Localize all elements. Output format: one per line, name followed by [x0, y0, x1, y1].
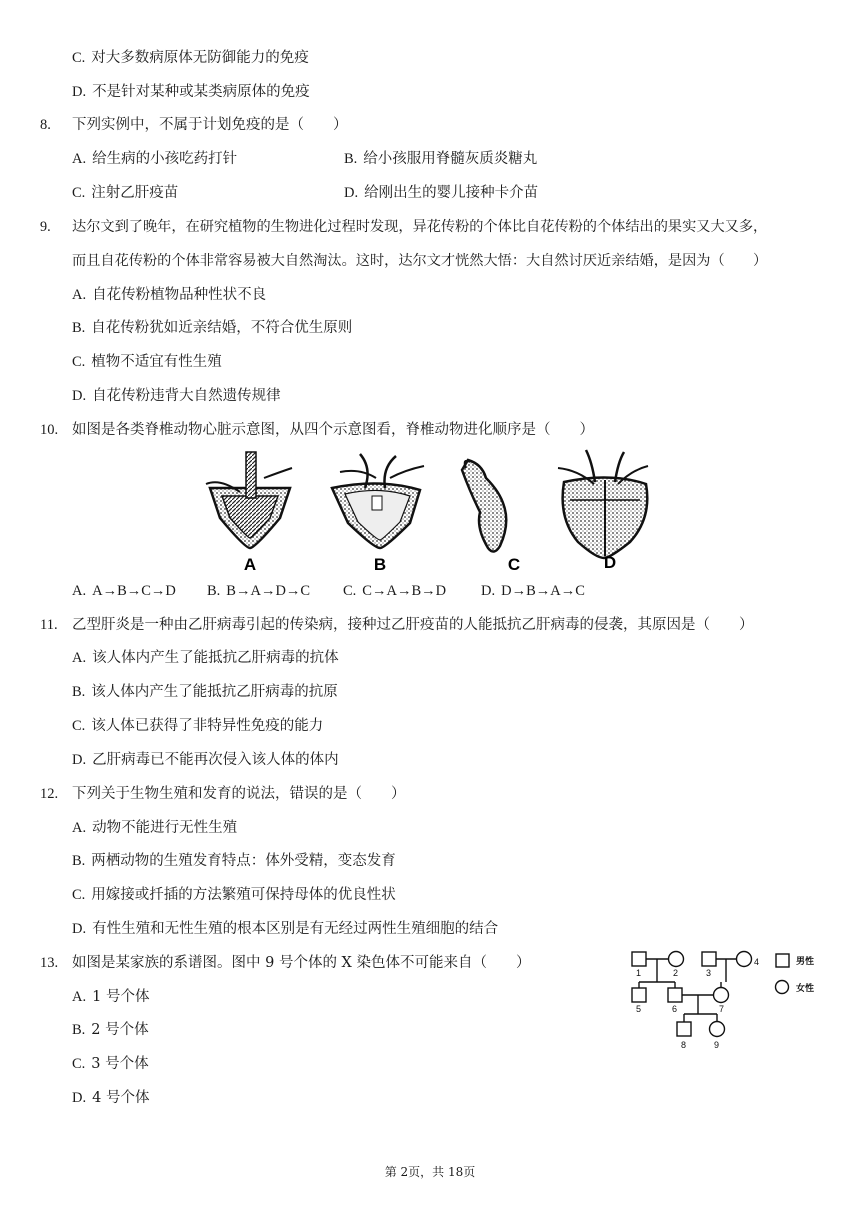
pedigree-female-4	[737, 952, 752, 967]
q8-option-a: A. 给生病的小孩吃药打针	[72, 151, 238, 167]
q13-option-a: A. 1 号个体	[72, 989, 150, 1005]
q9-option-c: C. 植物不适宜有性生殖	[72, 354, 222, 370]
question-10-stem: 10. 如图是各类脊椎动物心脏示意图，从四个示意图看，脊椎动物进化顺序是（ ）	[40, 422, 594, 438]
q12-option-b: B. 两栖动物的生殖发育特点：体外受精，变态发育	[72, 853, 396, 869]
heart-c-diagram	[462, 460, 506, 552]
question-9-stem-cont: 而且自花传粉的个体非常容易被大自然淘汰。这时，达尔文才恍然大悟：大自然讨厌近亲结婚，是因为（ ）	[72, 253, 768, 269]
legend-male-symbol	[776, 954, 789, 967]
q12-option-a: A. 动物不能进行无性生殖	[72, 820, 238, 836]
question-11-stem: 11. 乙型肝炎是一种由乙肝病毒引起的传染病，接种过乙肝疫苗的人能抵抗乙肝病毒的侵袭，其原因是（ ）	[40, 617, 754, 633]
option-c-prev: C. 对大多数病原体无防御能力的免疫	[72, 50, 309, 66]
q9-option-b: B. 自花传粉犹如近亲结婚，不符合优生原则	[72, 320, 353, 336]
pedigree-male-5	[632, 988, 646, 1002]
heart-b-label: B	[373, 555, 387, 574]
pedigree-male-6	[668, 988, 682, 1002]
q10-option-d: D. D→B→A→C	[481, 583, 585, 599]
q11-option-b: B. 该人体内产生了能抵抗乙肝病毒的抗原	[72, 684, 338, 700]
q13-option-b: B. 2 号个体	[72, 1022, 149, 1038]
pedigree-male-1	[632, 952, 646, 966]
q8-option-b: B. 给小孩服用脊髓灰质炎糖丸	[344, 151, 538, 167]
heart-a-label: A	[243, 555, 257, 574]
pedigree-male-3	[702, 952, 716, 966]
pedigree-figure	[622, 944, 852, 1056]
q13-option-c: C. 3 号个体	[72, 1056, 149, 1072]
pedigree-female-7	[714, 988, 729, 1003]
q9-option-d: D. 自花传粉违背大自然遗传规律	[72, 388, 281, 404]
question-12-stem: 12. 下列关于生物生殖和发育的说法，错误的是（ ）	[40, 786, 406, 802]
legend-female-label: 女性	[796, 984, 815, 994]
q11-option-c: C. 该人体已获得了非特异性免疫的能力	[72, 718, 324, 734]
q11-option-a: A. 该人体内产生了能抵抗乙肝病毒的抗体	[72, 650, 339, 666]
heart-c-label: C	[507, 555, 521, 574]
pedigree-number-5: 5	[636, 1004, 642, 1014]
question-13-stem: 13. 如图是某家族的系谱图。图中 9 号个体的 X 染色体不可能来自（ ）	[40, 955, 531, 971]
legend-male-label: 男性	[796, 957, 815, 967]
q8-option-c: C. 注射乙肝疫苗	[72, 185, 179, 201]
q9-option-a: A. 自花传粉植物品种性状不良	[72, 287, 267, 303]
page-footer: 第 2页，共 18页	[384, 1165, 476, 1179]
pedigree-number-6: 6	[672, 1004, 678, 1014]
pedigree-number-7: 7	[719, 1004, 725, 1014]
pedigree-female-9	[710, 1022, 725, 1037]
q12-option-c: C. 用嫁接或扦插的方法繁殖可保持母体的优良性状	[72, 887, 396, 903]
pedigree-number-1: 1	[636, 968, 642, 978]
heart-d-diagram	[558, 450, 648, 558]
legend-female-symbol	[776, 981, 789, 994]
pedigree-male-8	[677, 1022, 691, 1036]
heart-a-diagram	[206, 452, 292, 548]
heart-b-diagram	[332, 454, 424, 548]
question-8-stem: 8. 下列实例中，不属于计划免疫的是（ ）	[40, 117, 348, 133]
q13-option-d: D. 4 号个体	[72, 1090, 150, 1106]
heart-diagrams-figure	[200, 448, 650, 576]
pedigree-number-2: 2	[673, 968, 679, 978]
option-d-prev: D. 不是针对某种或某类病原体的免疫	[72, 84, 310, 100]
pedigree-female-2	[669, 952, 684, 967]
q8-option-d: D. 给刚出生的婴儿接种卡介苗	[344, 185, 539, 201]
pedigree-number-3: 3	[706, 968, 712, 978]
pedigree-number-9: 9	[714, 1040, 720, 1050]
pedigree-number-8: 8	[681, 1040, 687, 1050]
q12-option-d: D. 有性生殖和无性生殖的根本区别是有无经过两性生殖细胞的结合	[72, 921, 499, 937]
heart-d-label: D	[603, 553, 617, 572]
q11-option-d: D. 乙肝病毒已不能再次侵入该人体的体内	[72, 752, 339, 768]
question-9-stem: 9. 达尔文到了晚年，在研究植物的生物进化过程时发现，异花传粉的个体比自花传粉的个体结出的果实又大又多，	[40, 219, 768, 235]
q10-option-b: B. B→A→D→C	[207, 583, 311, 599]
q10-option-c: C. C→A→B→D	[343, 583, 447, 599]
pedigree-number-4: 4	[754, 957, 760, 967]
q10-option-a: A. A→B→C→D	[72, 583, 176, 599]
